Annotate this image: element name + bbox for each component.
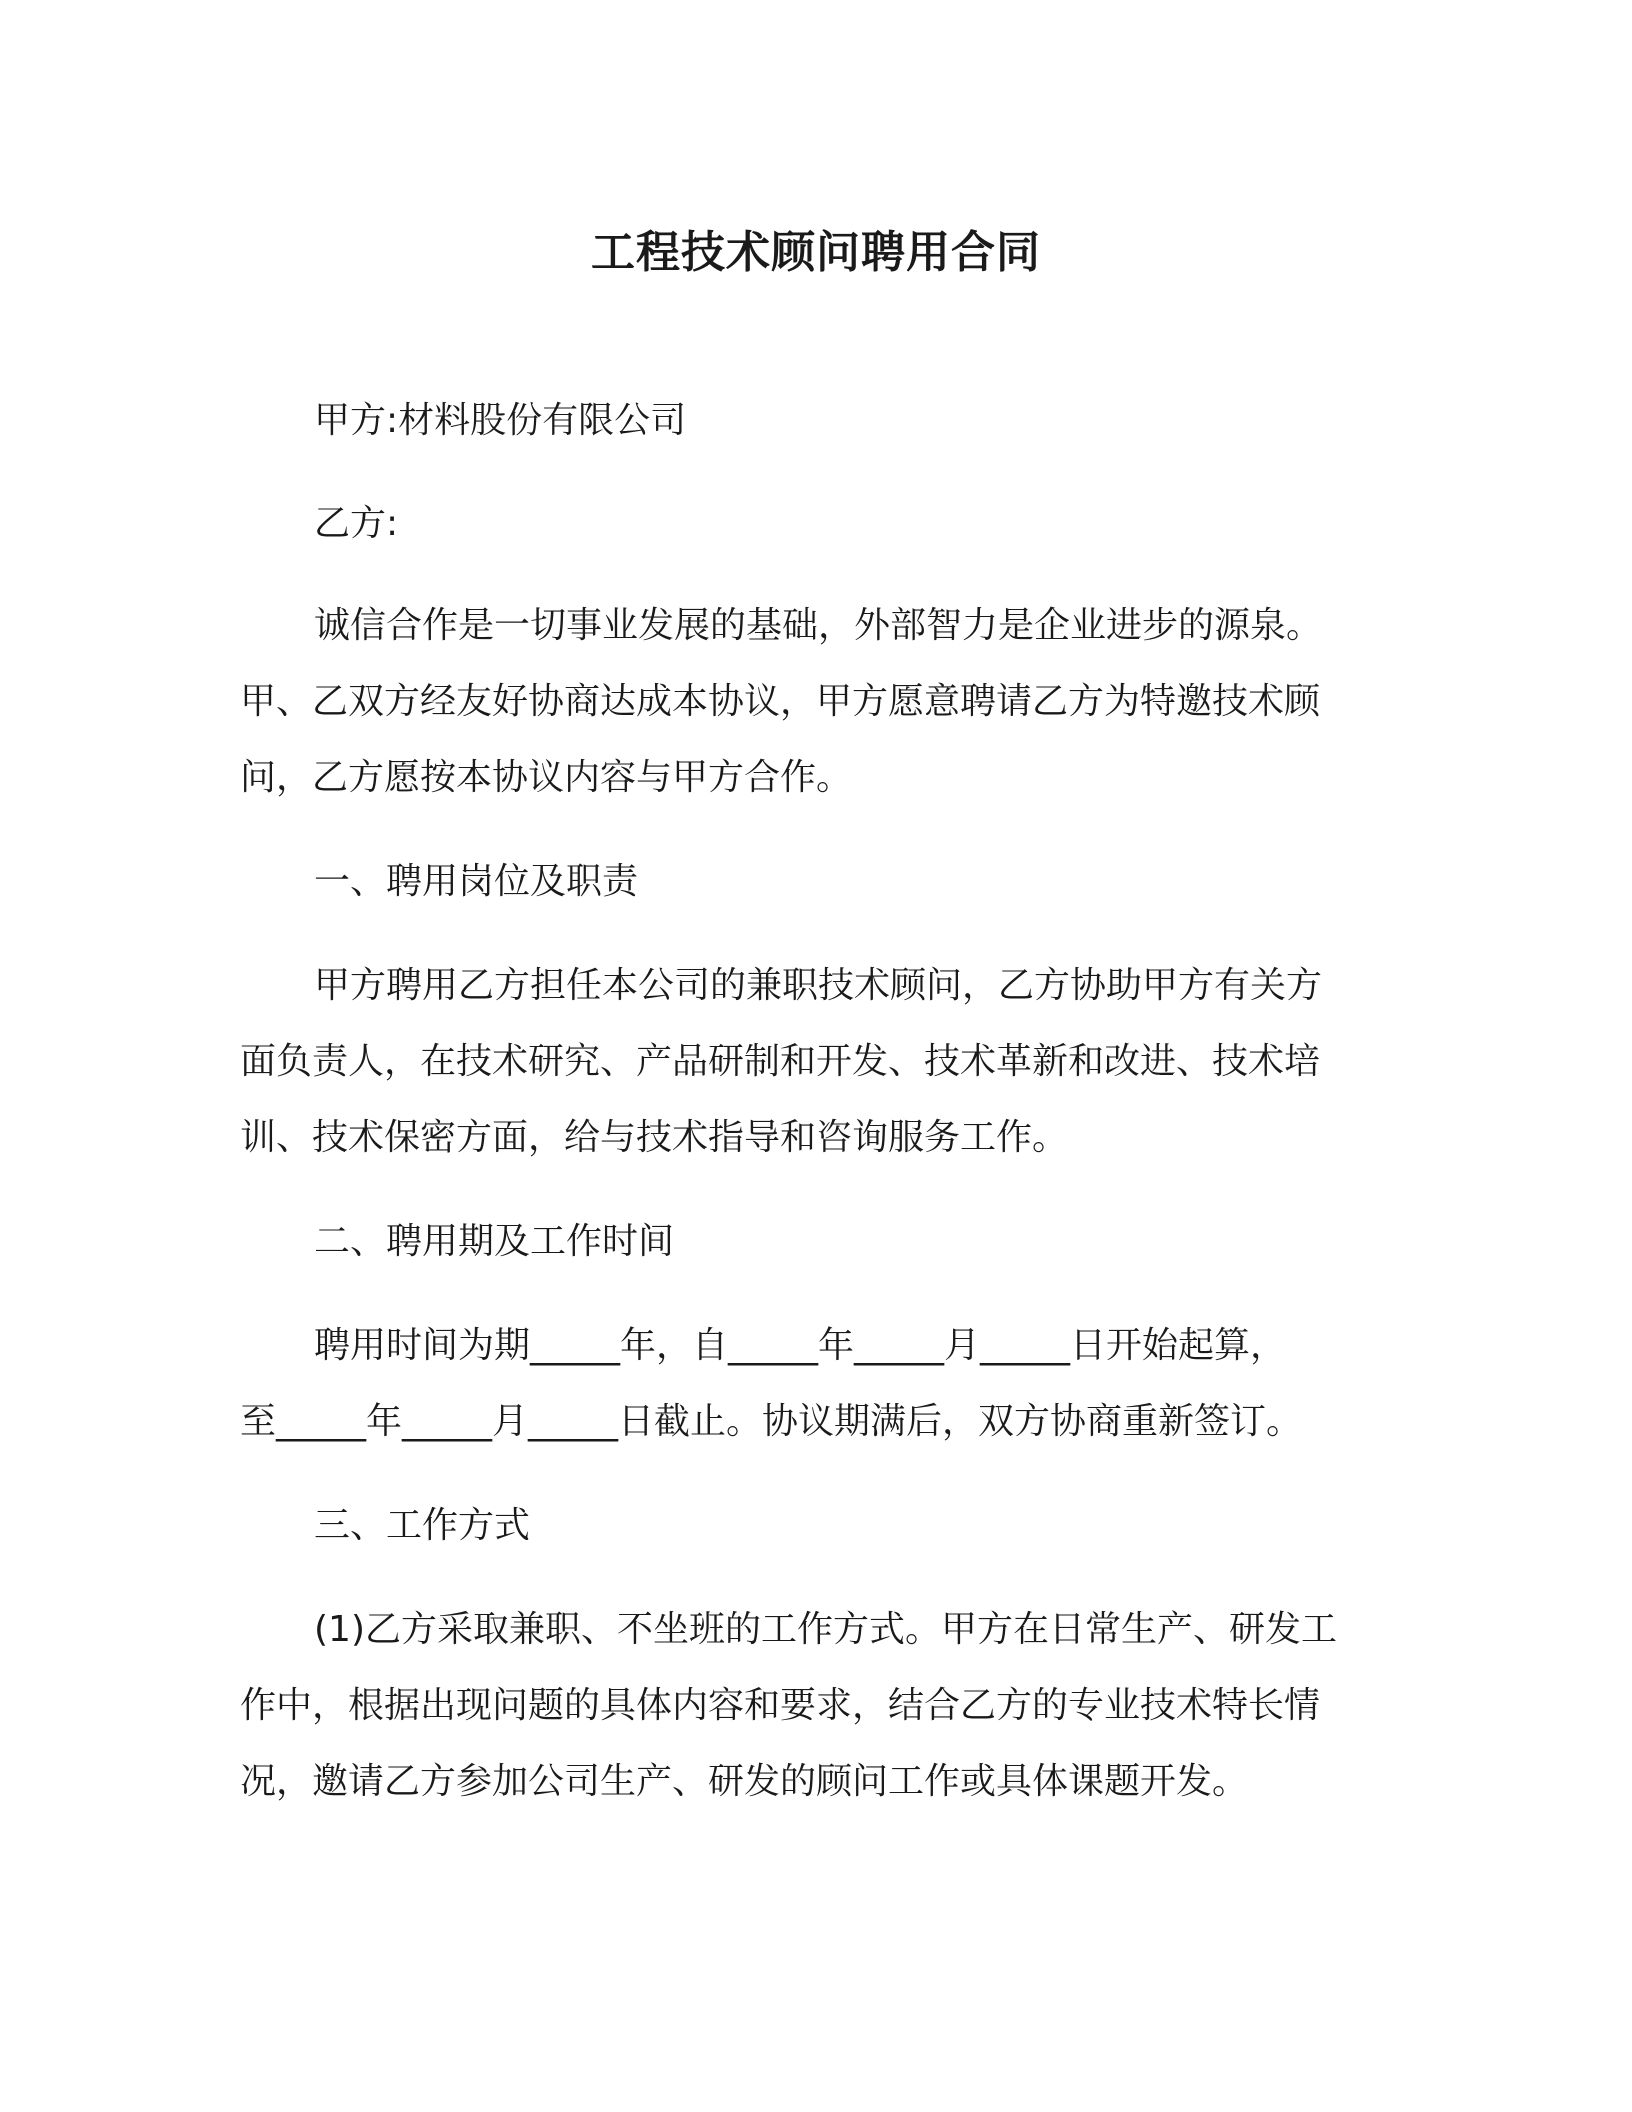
- intro-line-3: 问，乙方愿按本协议内容与甲方合作。: [240, 757, 853, 798]
- intro-line-2: 甲、乙双方经友好协商达成本协议，甲方愿意聘请乙方为特邀技术顾: [240, 681, 1321, 722]
- intro-line-1: 诚信合作是一切事业发展的基础，外部智力是企业进步的源泉。: [314, 605, 1323, 646]
- party-b-line: 乙方:: [314, 503, 399, 544]
- section-2-line-1: 聘用时间为期_____年，自_____年_____月_____日开始起算，: [314, 1325, 1287, 1366]
- section-3-line-2: 作中，根据出现问题的具体内容和要求，结合乙方的专业技术特长情: [240, 1685, 1321, 1726]
- section-3-heading: 三、工作方式: [314, 1505, 531, 1546]
- section-3-line-1: (1)乙方采取兼职、不坐班的工作方式。甲方在日常生产、研发工: [314, 1609, 1337, 1650]
- section-2-heading: 二、聘用期及工作时间: [314, 1221, 675, 1262]
- document-title: 工程技术顾问聘用合同: [591, 227, 1041, 278]
- section-1-line-3: 训、技术保密方面，给与技术指导和咨询服务工作。: [240, 1117, 1069, 1158]
- section-1-line-1: 甲方聘用乙方担任本公司的兼职技术顾问，乙方协助甲方有关方: [314, 965, 1323, 1006]
- party-a-line: 甲方:材料股份有限公司: [314, 400, 687, 441]
- section-3-line-3: 况，邀请乙方参加公司生产、研发的顾问工作或具体课题开发。: [240, 1761, 1249, 1802]
- section-1-heading: 一、聘用岗位及职责: [314, 861, 639, 902]
- section-1-line-2: 面负责人，在技术研究、产品研制和开发、技术革新和改进、技术培: [240, 1041, 1321, 1082]
- section-2-line-2: 至_____年_____月_____日截止。协议期满后，双方协商重新签订。: [240, 1401, 1303, 1442]
